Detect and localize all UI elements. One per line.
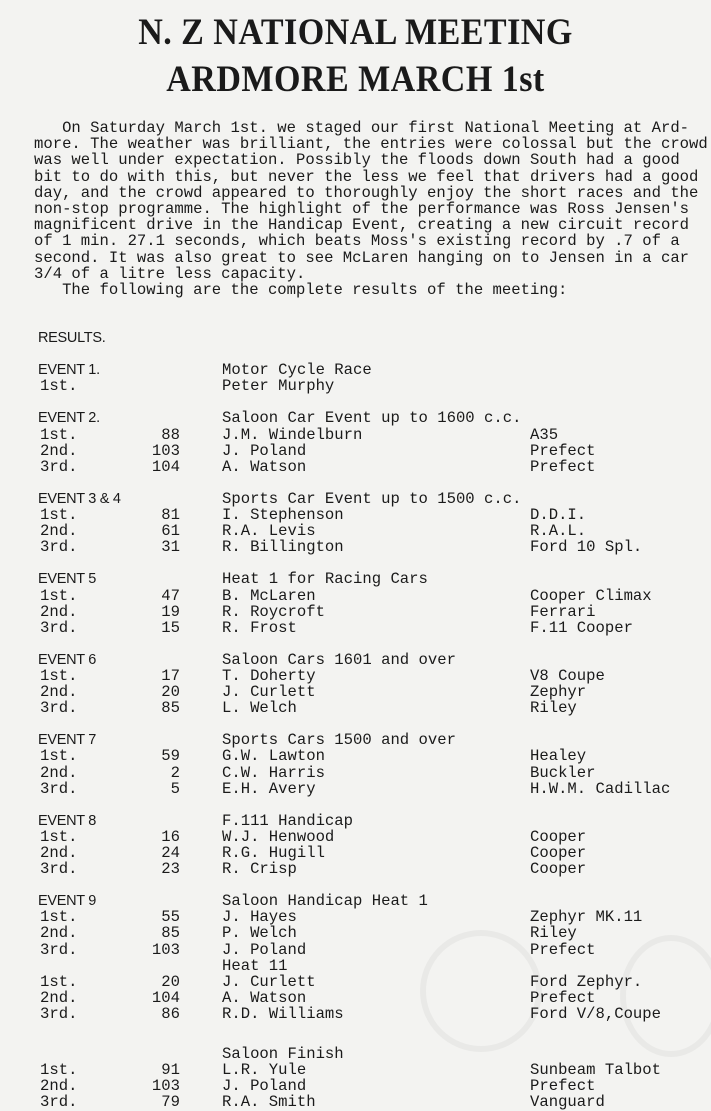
placing: 2nd. <box>40 763 78 782</box>
placing: 3rd. <box>40 699 78 718</box>
placing: 1st. <box>40 1061 78 1080</box>
event-header <box>0 652 711 668</box>
driver-name: J. Curlett <box>222 683 316 702</box>
result-row <box>0 845 711 861</box>
driver-name: R. Crisp <box>222 860 297 879</box>
car-model: Ford Zephyr. <box>530 972 643 991</box>
event-title: Motor Cycle Race <box>222 361 372 380</box>
car-model: Healey <box>530 747 587 766</box>
event-title: Saloon Cars 1601 and over <box>222 650 456 669</box>
result-row <box>0 700 711 716</box>
car-model: Zephyr MK.11 <box>530 908 643 927</box>
driver-name: R.G. Hugill <box>222 844 325 862</box>
car-model: Vanguard <box>530 1093 605 1111</box>
car-number: 104 <box>151 988 180 1007</box>
car-model: Prefect <box>530 457 596 476</box>
car-number: 20 <box>161 683 180 702</box>
car-model: Riley <box>530 924 577 943</box>
paragraph-line: more. The weather was brilliant, the entries were colossal but the crowd <box>34 135 708 154</box>
placing: 1st. <box>40 827 78 846</box>
result-row <box>0 942 711 958</box>
driver-name: A. Watson <box>222 457 307 476</box>
placing: 3rd. <box>40 1093 78 1111</box>
car-model: Prefect <box>530 1077 596 1096</box>
car-number: 16 <box>161 827 180 846</box>
car-model: H.W.M. Cadillac <box>530 779 671 798</box>
result-row <box>0 909 711 925</box>
car-number: 79 <box>161 1093 180 1111</box>
event-title: Heat 1 for Racing Cars <box>222 570 428 589</box>
driver-name: L. Welch <box>222 699 297 718</box>
event-header <box>0 362 711 378</box>
car-number: 103 <box>151 940 180 959</box>
car-number: 59 <box>161 747 180 766</box>
car-model: Prefect <box>530 441 596 460</box>
placing: 2nd. <box>40 844 78 862</box>
result-row <box>0 1094 711 1110</box>
car-model: Cooper <box>530 827 587 846</box>
result-row <box>0 990 711 1006</box>
driver-name: A. Watson <box>222 988 307 1007</box>
placing: 3rd. <box>40 538 78 557</box>
event-header <box>0 958 711 974</box>
driver-name: L.R. Yule <box>222 1061 307 1080</box>
event-title: Saloon Finish <box>222 1045 344 1064</box>
car-number: 20 <box>161 972 180 991</box>
driver-name: R.A. Smith <box>222 1093 316 1111</box>
intro-paragraph <box>34 120 708 298</box>
event-label: EVENT 3 & 4 <box>38 490 121 507</box>
result-row <box>0 620 711 636</box>
car-model: Ferrari <box>530 602 596 621</box>
event-header <box>0 813 711 829</box>
event-header <box>0 1046 711 1062</box>
result-row <box>0 829 711 845</box>
event-label: EVENT 9 <box>38 893 97 910</box>
event-label: EVENT 7 <box>38 732 97 749</box>
event-label: EVENT 8 <box>38 812 97 829</box>
placing: 3rd. <box>40 1004 78 1023</box>
event-header <box>0 893 711 909</box>
placing: 1st. <box>40 586 78 605</box>
result-row <box>0 443 711 459</box>
driver-name: R.A. Levis <box>222 522 316 541</box>
car-number: 85 <box>161 699 180 718</box>
paragraph-line: On Saturday March 1st. we staged our first National Meeting at Ard- <box>34 119 690 137</box>
car-number: 31 <box>161 538 180 557</box>
event-header <box>0 571 711 587</box>
placing: 2nd. <box>40 988 78 1007</box>
result-row <box>0 974 711 990</box>
placing: 1st. <box>40 972 78 991</box>
car-number: 88 <box>161 425 180 444</box>
placing: 1st. <box>40 425 78 444</box>
results-heading <box>0 330 711 346</box>
result-row <box>0 507 711 523</box>
car-number: 85 <box>161 924 180 943</box>
result-row <box>0 378 711 394</box>
car-number: 19 <box>161 602 180 621</box>
event-header <box>0 491 711 507</box>
paragraph-line: day, and the crowd appeared to thoroughly enjoy the short races and the <box>34 183 699 202</box>
placing: 1st. <box>40 506 78 525</box>
result-row <box>0 539 711 555</box>
result-row <box>0 781 711 797</box>
paragraph-line: 3/4 of a litre less capacity. <box>34 264 306 283</box>
results-list <box>0 330 711 1110</box>
placing: 1st. <box>40 908 78 927</box>
car-model: D.D.I. <box>530 506 587 525</box>
car-model: Cooper Climax <box>530 586 652 605</box>
event-title: F.111 Handicap <box>222 811 354 830</box>
driver-name: J.M. Windelburn <box>222 425 363 444</box>
result-row <box>0 1078 711 1094</box>
paragraph-line: was well under expectation. Possibly the floods down South had a good <box>34 151 680 170</box>
driver-name: Peter Murphy <box>222 377 335 396</box>
car-model: F.11 Cooper <box>530 618 633 637</box>
result-row <box>0 668 711 684</box>
driver-name: J. Hayes <box>222 908 297 927</box>
placing: 2nd. <box>40 683 78 702</box>
car-model: Cooper <box>530 860 587 879</box>
car-number: 81 <box>161 506 180 525</box>
car-number: 104 <box>151 457 180 476</box>
result-row <box>0 604 711 620</box>
car-number: 91 <box>161 1061 180 1080</box>
placing: 2nd. <box>40 1077 78 1096</box>
page-title-line-2: ARDMORE MARCH 1st <box>166 59 545 100</box>
car-number: 5 <box>170 779 180 798</box>
event-label: EVENT 1. <box>38 362 100 379</box>
driver-name: R. Frost <box>222 618 297 637</box>
car-number: 103 <box>151 1077 180 1096</box>
car-number: 17 <box>161 666 180 685</box>
driver-name: W.J. Henwood <box>222 827 335 846</box>
car-number: 86 <box>161 1004 180 1023</box>
car-model: Prefect <box>530 940 596 959</box>
event-label: EVENT 5 <box>38 571 97 588</box>
car-model: Cooper <box>530 844 587 862</box>
car-number: 55 <box>161 908 180 927</box>
placing: 2nd. <box>40 441 78 460</box>
page-title-line-1: N. Z NATIONAL MEETING <box>138 12 573 53</box>
results-label: RESULTS. <box>38 330 106 346</box>
car-model: Buckler <box>530 763 596 782</box>
driver-name: G.W. Lawton <box>222 747 325 766</box>
car-number: 47 <box>161 586 180 605</box>
placing: 3rd. <box>40 779 78 798</box>
paragraph-line: of 1 min. 27.1 seconds, which beats Moss's existing record by .7 of a <box>34 232 680 251</box>
placing: 2nd. <box>40 924 78 943</box>
car-model: Riley <box>530 699 577 718</box>
car-model: V8 Coupe <box>530 666 605 685</box>
driver-name: R.D. Williams <box>222 1004 344 1023</box>
result-row <box>0 925 711 941</box>
car-number: 24 <box>161 844 180 862</box>
driver-name: J. Poland <box>222 940 307 959</box>
placing: 1st. <box>40 377 78 396</box>
result-row <box>0 765 711 781</box>
event-label: EVENT 2. <box>38 410 100 427</box>
driver-name: E.H. Avery <box>222 779 316 798</box>
car-number: 15 <box>161 618 180 637</box>
placing: 3rd. <box>40 860 78 879</box>
event-header <box>0 732 711 748</box>
event-title: Heat 11 <box>222 956 288 975</box>
driver-name: P. Welch <box>222 924 297 943</box>
placing: 2nd. <box>40 522 78 541</box>
result-row <box>0 523 711 539</box>
placing: 3rd. <box>40 940 78 959</box>
placing: 3rd. <box>40 457 78 476</box>
paragraph-line: The following are the complete results of the meeting: <box>34 281 568 300</box>
driver-name: R. Billington <box>222 538 344 557</box>
car-model: Ford V/8,Coupe <box>530 1004 662 1023</box>
driver-name: J. Curlett <box>222 972 316 991</box>
car-number: 103 <box>151 441 180 460</box>
driver-name: J. Poland <box>222 441 307 460</box>
paragraph-line: second. It was also great to see McLaren hanging on to Jensen in a car <box>34 248 690 267</box>
result-row <box>0 588 711 604</box>
car-model: Zephyr <box>530 683 587 702</box>
event-header <box>0 410 711 426</box>
result-row <box>0 861 711 877</box>
car-model: R.A.L. <box>530 522 587 541</box>
result-row <box>0 748 711 764</box>
driver-name: R. Roycroft <box>222 602 325 621</box>
placing: 1st. <box>40 666 78 685</box>
paragraph-line: bit to do with this, but never the less we feel that drivers had a good <box>34 167 699 186</box>
driver-name: J. Poland <box>222 1077 307 1096</box>
car-model: Ford 10 Spl. <box>530 538 643 557</box>
car-number: 23 <box>161 860 180 879</box>
result-row <box>0 1062 711 1078</box>
driver-name: B. McLaren <box>222 586 316 605</box>
event-title: Saloon Handicap Heat 1 <box>222 892 428 911</box>
event-label: EVENT 6 <box>38 651 97 668</box>
event-title: Sports Car Event up to 1500 c.c. <box>222 489 522 508</box>
car-number: 61 <box>161 522 180 541</box>
driver-name: I. Stephenson <box>222 506 344 525</box>
paragraph-line: magnificent drive in the Handicap Event, creating a new circuit record <box>34 216 690 235</box>
result-row <box>0 459 711 475</box>
result-row <box>0 684 711 700</box>
event-title: Sports Cars 1500 and over <box>222 731 456 750</box>
event-title: Saloon Car Event up to 1600 c.c. <box>222 409 522 428</box>
paragraph-line: non-stop programme. The highlight of the performance was Ross Jensen's <box>34 200 690 219</box>
driver-name: T. Doherty <box>222 666 316 685</box>
placing: 1st. <box>40 747 78 766</box>
result-row <box>0 1006 711 1022</box>
placing: 3rd. <box>40 618 78 637</box>
result-row <box>0 427 711 443</box>
placing: 2nd. <box>40 602 78 621</box>
driver-name: C.W. Harris <box>222 763 325 782</box>
car-number: 2 <box>170 763 180 782</box>
car-model: Prefect <box>530 988 596 1007</box>
car-model: Sunbeam Talbot <box>530 1061 662 1080</box>
car-model: A35 <box>530 425 559 444</box>
